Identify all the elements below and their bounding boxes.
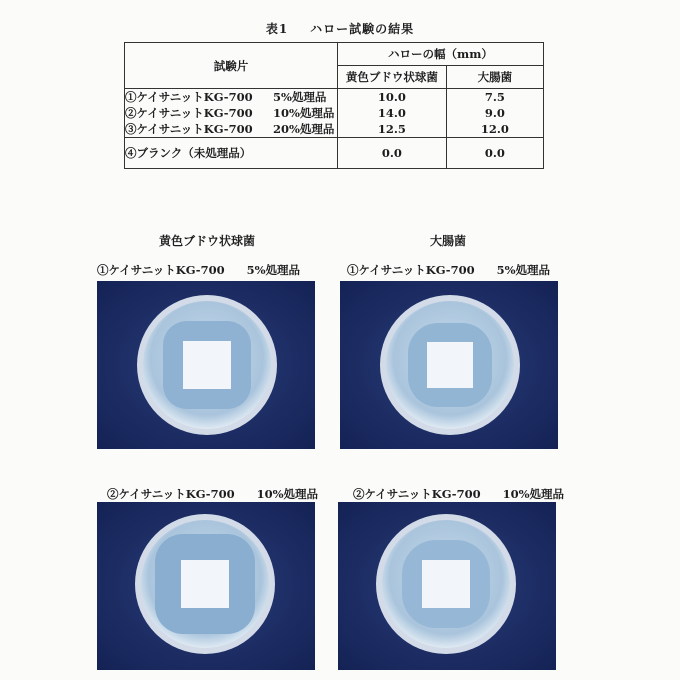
sample-name: ②ケイサニットKG-700: [125, 106, 253, 120]
blank-name: ④ブランク（未処理品）: [125, 138, 338, 169]
header-staph: 黄色ブドウ状球菌: [337, 66, 446, 89]
header-ecoli: 大腸菌: [446, 66, 543, 89]
blank-staph-value: 0.0: [337, 138, 446, 169]
label-pct: 5%処理品: [246, 263, 301, 277]
table-row-blank: [125, 138, 544, 169]
label-sample: ①ケイサニットKG-700: [347, 263, 475, 277]
table-title: [0, 20, 680, 37]
photo-heading-ecoli: 大腸菌: [429, 234, 466, 248]
petri-photo-ecoli-5: [340, 281, 558, 449]
photo-label-staph-10: [107, 486, 318, 502]
staph-value: 14.0: [377, 106, 406, 120]
table-caption: ハロー試験の結果: [310, 22, 415, 36]
header-sample: 試験片: [125, 43, 338, 89]
blank-ecoli-value: 0.0: [446, 138, 543, 169]
label-pct: 5%処理品: [496, 263, 551, 277]
label-pct: 10%処理品: [256, 487, 319, 501]
label-sample: ②ケイサニットKG-700: [107, 487, 235, 501]
ecoli-value: 12.0: [480, 122, 509, 136]
sample-pct: 10%処理品: [273, 106, 335, 120]
table-row: [125, 121, 337, 137]
ecoli-value: 7.5: [484, 90, 505, 104]
petri-photo-staph-10: [97, 502, 315, 670]
table-row: [125, 105, 337, 121]
sample-name: ③ケイサニットKG-700: [125, 122, 253, 136]
staph-value: 12.5: [377, 122, 406, 136]
ecoli-value: 9.0: [484, 106, 505, 120]
label-sample: ①ケイサニットKG-700: [97, 263, 225, 277]
sample-name: ①ケイサニットKG-700: [125, 90, 253, 104]
header-halo-width: ハローの幅（mm）: [337, 43, 543, 66]
petri-photo-staph-5: [97, 281, 315, 449]
petri-photo-ecoli-10: [338, 502, 556, 670]
table-number: 表1: [265, 22, 289, 36]
staph-value: 10.0: [377, 90, 406, 104]
label-sample: ②ケイサニットKG-700: [353, 487, 481, 501]
halo-test-table: [124, 42, 544, 169]
table-row: [125, 89, 337, 105]
photo-label-ecoli-5: [347, 262, 550, 278]
sample-pct: 5%処理品: [273, 90, 327, 104]
photo-heading-staph: 黄色ブドウ状球菌: [158, 234, 255, 248]
label-pct: 10%処理品: [502, 487, 565, 501]
photo-label-ecoli-10: [353, 486, 564, 502]
table-row-group: [125, 89, 544, 138]
photo-label-staph-5: [97, 262, 300, 278]
sample-pct: 20%処理品: [273, 122, 335, 136]
